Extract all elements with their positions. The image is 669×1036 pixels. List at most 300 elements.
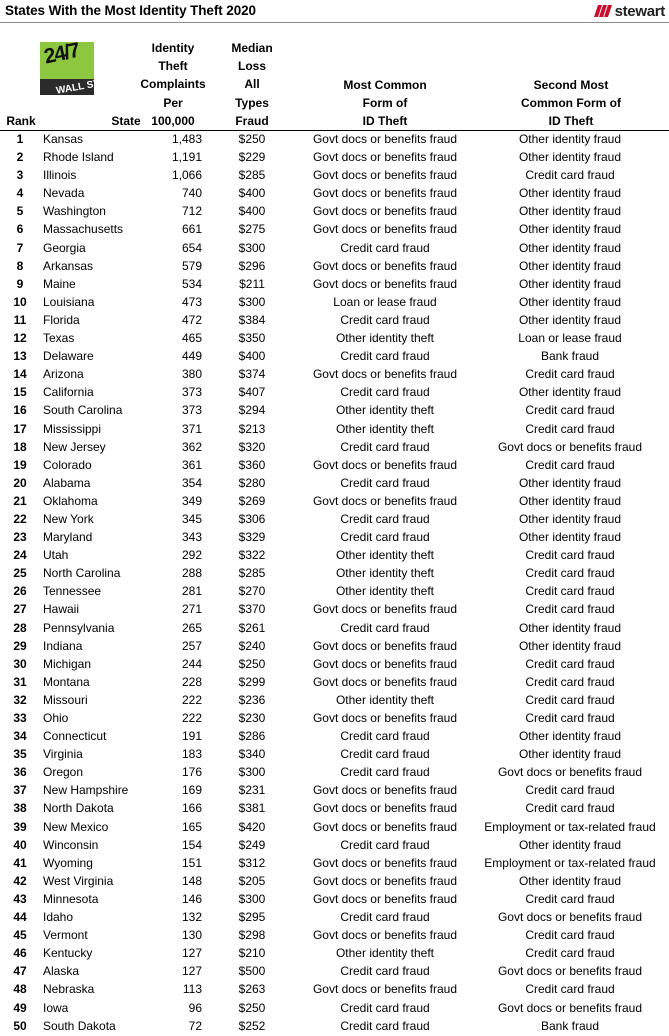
state-cell: California: [43, 385, 94, 400]
table-row: [0, 528, 669, 546]
rank-cell: 11: [13, 312, 27, 327]
second-most-cell: Other identity fraud: [518, 511, 622, 526]
rank-cell: 35: [13, 747, 27, 762]
table-row: [0, 184, 669, 202]
table-row: [0, 202, 669, 220]
most-common-cell: Credit card fraud: [340, 530, 430, 545]
table-row: [0, 420, 669, 438]
complaints-cell: 127: [181, 964, 202, 979]
second-most-cell: Other identity fraud: [518, 150, 622, 165]
second-most-cell: Bank fraud: [540, 1018, 600, 1033]
most-common-cell: Credit card fraud: [340, 385, 430, 400]
state-cell: Delaware: [43, 349, 94, 364]
logo-number: 24/7: [42, 38, 81, 69]
median-loss-cell: $329: [238, 530, 266, 545]
most-common-cell: Other identity theft: [335, 946, 435, 961]
most-common-cell: Credit card fraud: [340, 475, 430, 490]
complaints-cell: 661: [181, 222, 202, 237]
header-loss-line: Loss: [237, 59, 266, 74]
table-row: [0, 456, 669, 474]
second-most-cell: Credit card fraud: [525, 457, 615, 472]
state-cell: Oregon: [43, 765, 84, 780]
second-most-cell: Other identity fraud: [518, 873, 622, 888]
title-bar: [0, 0, 669, 23]
complaints-cell: 1,191: [171, 150, 202, 165]
second-most-cell: Loan or lease fraud: [518, 331, 622, 346]
state-cell: New Mexico: [43, 819, 109, 834]
rank-cell: 16: [13, 403, 27, 418]
median-loss-cell: $381: [238, 801, 266, 816]
most-common-cell: Govt docs or benefits fraud: [312, 783, 458, 798]
table-row: [0, 619, 669, 637]
complaints-cell: 362: [181, 439, 202, 454]
second-most-cell: Credit card fraud: [525, 403, 615, 418]
table-row: [0, 691, 669, 709]
median-loss-cell: $340: [238, 747, 266, 762]
complaints-cell: 373: [181, 385, 202, 400]
second-most-cell: Credit card fraud: [525, 566, 615, 581]
complaints-cell: 371: [181, 421, 202, 436]
most-common-cell: Govt docs or benefits fraud: [312, 602, 458, 617]
page-title: States With the Most Identity Theft 2020: [5, 3, 256, 18]
state-cell: Alaska: [43, 964, 80, 979]
rank-cell: 39: [13, 819, 27, 834]
complaints-cell: 151: [181, 855, 202, 870]
complaints-cell: 72: [188, 1018, 202, 1033]
most-common-cell: Other identity theft: [335, 548, 435, 563]
median-loss-cell: $400: [238, 186, 266, 201]
median-loss-cell: $300: [238, 765, 266, 780]
state-cell: Rhode Island: [43, 150, 114, 165]
rank-cell: 42: [13, 873, 27, 888]
state-cell: Utah: [43, 548, 69, 563]
complaints-cell: 228: [181, 674, 202, 689]
rank-cell: 30: [13, 656, 27, 671]
second-most-cell: Credit card fraud: [525, 982, 615, 997]
state-cell: Nebraska: [43, 982, 95, 997]
table-body: [0, 130, 669, 1035]
table-row: [0, 781, 669, 799]
most-common-cell: Govt docs or benefits fraud: [312, 711, 458, 725]
most-common-cell: Govt docs or benefits fraud: [312, 457, 458, 472]
median-loss-cell: $280: [238, 475, 266, 490]
second-most-cell: Other identity fraud: [518, 276, 622, 291]
complaints-cell: 130: [181, 928, 202, 943]
complaints-cell: 534: [181, 276, 202, 291]
second-most-cell: Other identity fraud: [518, 312, 622, 327]
header-complaints-line: Identity: [151, 41, 195, 55]
complaints-cell: 380: [181, 367, 202, 382]
second-most-cell: Other identity fraud: [518, 204, 622, 219]
median-loss-cell: $229: [238, 150, 266, 165]
state-cell: North Dakota: [43, 801, 114, 816]
median-loss-cell: $205: [238, 873, 266, 888]
complaints-cell: 288: [181, 566, 202, 581]
table-row: [0, 763, 669, 781]
complaints-cell: 343: [181, 530, 202, 545]
second-most-cell: Credit card fraud: [525, 801, 615, 816]
median-loss-cell: $400: [238, 349, 266, 364]
most-common-cell: Govt docs or benefits fraud: [312, 873, 458, 888]
table-row: [0, 727, 669, 745]
table-row: [0, 799, 669, 817]
header-state-line: State: [111, 114, 141, 128]
median-loss-cell: $231: [238, 783, 266, 798]
rank-cell: 7: [16, 240, 24, 255]
rank-cell: 48: [13, 982, 27, 997]
rank-cell: 28: [13, 620, 27, 635]
complaints-cell: 361: [181, 457, 202, 472]
most-common-cell: Govt docs or benefits fraud: [312, 168, 458, 183]
median-loss-cell: $275: [238, 222, 266, 237]
table-row: [0, 745, 669, 763]
second-most-cell: Bank fraud: [540, 349, 600, 364]
most-common-cell: Credit card fraud: [340, 964, 430, 979]
most-common-cell: Credit card fraud: [340, 837, 430, 852]
header-complaints-line: Per: [163, 95, 183, 110]
most-common-cell: Other identity theft: [335, 692, 435, 707]
state-cell: Kentucky: [43, 946, 93, 961]
rank-cell: 15: [13, 385, 27, 400]
second-most-cell: Other identity fraud: [518, 385, 622, 400]
median-loss-cell: $270: [238, 584, 266, 599]
second-most-cell: Other identity fraud: [518, 493, 622, 508]
second-most-cell: Credit card fraud: [525, 928, 615, 943]
complaints-cell: 183: [181, 747, 202, 762]
median-loss-cell: $285: [238, 566, 266, 581]
state-cell: Arizona: [43, 367, 84, 382]
rank-cell: 45: [13, 928, 27, 943]
rank-cell: 32: [13, 692, 27, 707]
state-cell: Nevada: [43, 186, 85, 201]
state-cell: South Carolina: [43, 403, 123, 418]
rank-cell: 22: [13, 511, 27, 526]
second-most-cell: Other identity fraud: [518, 837, 622, 852]
complaints-cell: 146: [181, 891, 202, 906]
state-cell: New Jersey: [43, 439, 106, 454]
second-most-cell: Govt docs or benefits fraud: [497, 765, 643, 780]
most-common-cell: Govt docs or benefits fraud: [312, 819, 458, 834]
header-loss-line: Fraud: [235, 113, 269, 128]
table-row: [0, 673, 669, 691]
table-row: [0, 944, 669, 962]
most-common-cell: Govt docs or benefits fraud: [312, 674, 458, 689]
table-row: [0, 999, 669, 1017]
median-loss-cell: $211: [239, 276, 265, 291]
rank-cell: 40: [13, 837, 27, 852]
rank-cell: 46: [13, 946, 27, 961]
complaints-cell: 373: [181, 403, 202, 418]
rank-cell: 27: [13, 602, 27, 617]
second-most-cell: Govt docs or benefits fraud: [497, 1000, 643, 1015]
state-cell: Louisiana: [43, 294, 95, 309]
state-cell: Massachusetts: [43, 222, 124, 237]
complaints-cell: 465: [181, 331, 202, 346]
second-most-cell: Other identity fraud: [518, 475, 622, 490]
median-loss-cell: $306: [238, 511, 266, 526]
most-common-cell: Credit card fraud: [340, 349, 430, 364]
complaints-cell: 271: [181, 602, 202, 617]
complaints-cell: 222: [181, 711, 202, 725]
second-most-cell: Other identity fraud: [518, 620, 622, 635]
table-row: [0, 130, 669, 148]
rank-cell: 6: [16, 222, 24, 237]
rank-cell: 49: [13, 1000, 27, 1015]
rank-cell: 14: [13, 367, 27, 382]
most-common-cell: Credit card fraud: [340, 1018, 430, 1033]
most-common-cell: Govt docs or benefits fraud: [312, 276, 458, 291]
state-cell: Vermont: [43, 928, 88, 943]
table-row: [0, 148, 669, 166]
table-row: [0, 239, 669, 257]
table-row: [0, 908, 669, 926]
complaints-cell: 169: [181, 783, 202, 798]
median-loss-cell: $384: [238, 312, 266, 327]
complaints-cell: 154: [181, 837, 202, 852]
second-most-cell: Credit card fraud: [525, 421, 615, 436]
second-most-cell: Credit card fraud: [525, 674, 615, 689]
second-most-cell: Govt docs or benefits fraud: [497, 964, 643, 979]
second-most-cell: Other identity fraud: [518, 729, 622, 744]
median-loss-cell: $300: [238, 294, 266, 309]
median-loss-cell: $286: [238, 729, 266, 744]
state-cell: West Virginia: [43, 873, 114, 888]
state-cell: Minnesota: [43, 891, 99, 906]
second-most-cell: Credit card fraud: [525, 692, 615, 707]
second-most-cell: Govt docs or benefits fraud: [497, 910, 643, 925]
rank-cell: 44: [13, 910, 27, 925]
most-common-cell: Govt docs or benefits fraud: [312, 258, 458, 273]
table-row: [0, 347, 669, 365]
state-cell: Oklahoma: [43, 493, 98, 508]
complaints-cell: 96: [188, 1000, 202, 1015]
complaints-cell: 579: [181, 258, 202, 273]
state-cell: Florida: [43, 312, 80, 327]
median-loss-cell: $350: [238, 331, 266, 346]
most-common-cell: Loan or lease fraud: [333, 294, 437, 309]
median-loss-cell: $240: [238, 638, 266, 653]
most-common-cell: Govt docs or benefits fraud: [312, 150, 458, 165]
complaints-cell: 345: [181, 511, 202, 526]
table-row: [0, 220, 669, 238]
median-loss-cell: $252: [238, 1018, 266, 1033]
most-common-cell: Credit card fraud: [340, 765, 430, 780]
rank-cell: 26: [13, 584, 27, 599]
table-row: [0, 709, 669, 727]
state-cell: Iowa: [43, 1000, 69, 1015]
most-common-cell: Credit card fraud: [340, 312, 430, 327]
header-most-common-line: Form of: [362, 95, 408, 110]
rank-cell: 25: [13, 566, 27, 581]
table-row: [0, 311, 669, 329]
state-cell: North Carolina: [43, 566, 121, 581]
complaints-cell: 292: [181, 548, 202, 563]
rank-cell: 43: [13, 891, 27, 906]
table-row: [0, 872, 669, 890]
state-cell: Montana: [43, 674, 90, 689]
median-loss-cell: $250: [238, 656, 266, 671]
state-cell: Kansas: [43, 132, 84, 146]
247-wall-st-logo: [40, 38, 101, 97]
table-row: [0, 926, 669, 944]
header-loss-line: Types: [235, 95, 269, 110]
state-cell: Alabama: [43, 475, 91, 490]
state-cell: New York: [43, 511, 94, 526]
most-common-cell: Credit card fraud: [340, 910, 430, 925]
header-rank: [2, 112, 40, 130]
header-second-most-line: ID Theft: [548, 113, 594, 128]
complaints-cell: 148: [181, 873, 202, 888]
table-row: [0, 166, 669, 184]
median-loss-cell: $213: [238, 421, 266, 436]
complaints-cell: 654: [181, 240, 202, 255]
state-cell: Washington: [43, 204, 106, 219]
rank-cell: 47: [13, 964, 27, 979]
rank-cell: 37: [13, 783, 27, 798]
header-loss-line: All: [244, 77, 260, 92]
median-loss-cell: $261: [238, 620, 266, 635]
complaints-cell: 354: [181, 475, 202, 490]
complaints-cell: 281: [181, 584, 202, 599]
most-common-cell: Credit card fraud: [340, 620, 430, 635]
state-cell: Colorado: [43, 457, 92, 472]
rank-cell: 4: [16, 186, 24, 201]
second-most-cell: Credit card fraud: [525, 602, 615, 617]
state-cell: Illinois: [43, 168, 77, 183]
table-row: [0, 401, 669, 419]
second-most-cell: Other identity fraud: [518, 258, 622, 273]
median-loss-cell: $312: [238, 855, 266, 870]
rank-cell: 38: [13, 801, 27, 816]
rank-cell: 9: [16, 276, 24, 291]
state-cell: Maryland: [43, 530, 93, 545]
most-common-cell: Govt docs or benefits fraud: [312, 801, 458, 816]
median-loss-cell: $360: [238, 457, 266, 472]
rank-cell: 21: [13, 493, 27, 508]
logo-wordmark: WALL ST: [55, 78, 101, 97]
header-complaints-line: Theft: [158, 59, 188, 74]
most-common-cell: Govt docs or benefits fraud: [312, 204, 458, 219]
median-loss-cell: $322: [238, 548, 266, 563]
table-row: [0, 492, 669, 510]
rank-cell: 50: [13, 1018, 27, 1033]
header-second-most-line: Common Form of: [521, 95, 621, 110]
state-cell: Wyoming: [43, 855, 93, 870]
brand-name: stewart: [614, 2, 665, 20]
table-row: [0, 293, 669, 311]
second-most-cell: Credit card fraud: [525, 783, 615, 798]
second-most-cell: Credit card fraud: [525, 584, 615, 599]
complaints-cell: 740: [181, 186, 202, 201]
second-most-cell: Govt docs or benefits fraud: [497, 439, 643, 454]
table-row: [0, 564, 669, 582]
complaints-cell: 222: [181, 692, 202, 707]
most-common-cell: Other identity theft: [335, 421, 435, 436]
median-loss-cell: $285: [238, 168, 266, 183]
complaints-cell: 191: [181, 729, 202, 744]
rank-cell: 36: [13, 765, 27, 780]
rank-cell: 23: [13, 530, 27, 545]
table-row: [0, 275, 669, 293]
rank-cell: 1: [16, 132, 24, 146]
state-cell: Indiana: [43, 638, 83, 653]
header-most-common-line: ID Theft: [362, 113, 408, 128]
median-loss-cell: $320: [238, 439, 266, 454]
most-common-cell: Credit card fraud: [340, 240, 430, 255]
state-cell: South Dakota: [43, 1018, 116, 1033]
complaints-cell: 1,066: [171, 168, 202, 183]
stewart-slash-icon: [594, 5, 612, 17]
header-most-common-line: Most Common: [343, 77, 427, 92]
table-row: [0, 836, 669, 854]
second-most-cell: Other identity fraud: [518, 747, 622, 762]
median-loss-cell: $294: [238, 403, 266, 418]
rank-cell: 33: [13, 711, 27, 725]
rank-cell: 8: [16, 258, 24, 273]
state-cell: New Hampshire: [43, 783, 129, 798]
rank-cell: 5: [16, 204, 24, 219]
second-most-cell: Credit card fraud: [525, 891, 615, 906]
most-common-cell: Govt docs or benefits fraud: [312, 638, 458, 653]
stewart-brand: [594, 2, 665, 20]
header-second-most-line: Second Most: [533, 77, 609, 92]
median-loss-cell: $269: [238, 493, 266, 508]
rank-cell: 12: [13, 331, 27, 346]
second-most-cell: Credit card fraud: [525, 548, 615, 563]
most-common-cell: Govt docs or benefits fraud: [312, 982, 458, 997]
most-common-cell: Govt docs or benefits fraud: [312, 132, 458, 146]
state-cell: Michigan: [43, 656, 92, 671]
most-common-cell: Credit card fraud: [340, 747, 430, 762]
complaints-cell: 349: [181, 493, 202, 508]
header-loss-line: Median: [231, 41, 273, 55]
complaints-cell: 257: [181, 638, 202, 653]
table-row: [0, 383, 669, 401]
state-cell: Tennessee: [43, 584, 102, 599]
second-most-cell: Credit card fraud: [525, 656, 615, 671]
median-loss-cell: $500: [238, 964, 266, 979]
median-loss-cell: $370: [238, 602, 266, 617]
state-cell: Texas: [43, 331, 75, 346]
header-complaints-line: Complaints: [140, 77, 206, 92]
most-common-cell: Other identity theft: [335, 566, 435, 581]
table-row: [0, 980, 669, 998]
state-cell: Mississippi: [43, 421, 102, 436]
median-loss-cell: $300: [238, 891, 266, 906]
median-loss-cell: $250: [238, 132, 266, 146]
header-median-loss: [222, 39, 282, 130]
median-loss-cell: $250: [238, 1000, 266, 1015]
header-rank-line: Rank: [6, 114, 36, 128]
most-common-cell: Credit card fraud: [340, 1000, 430, 1015]
state-cell: Pennsylvania: [43, 620, 115, 635]
median-loss-cell: $296: [238, 258, 266, 273]
second-most-cell: Other identity fraud: [518, 240, 622, 255]
second-most-cell: Other identity fraud: [518, 186, 622, 201]
most-common-cell: Other identity theft: [335, 331, 435, 346]
table-row: [0, 257, 669, 275]
rank-cell: 29: [13, 638, 27, 653]
second-most-cell: Other identity fraud: [518, 222, 622, 237]
median-loss-cell: $295: [238, 910, 266, 925]
second-most-cell: Other identity fraud: [518, 294, 622, 309]
rank-cell: 20: [13, 475, 27, 490]
complaints-cell: 473: [181, 294, 202, 309]
rank-cell: 18: [13, 439, 27, 454]
most-common-cell: Credit card fraud: [340, 439, 430, 454]
rank-cell: 19: [13, 457, 27, 472]
rank-cell: 2: [16, 150, 24, 165]
